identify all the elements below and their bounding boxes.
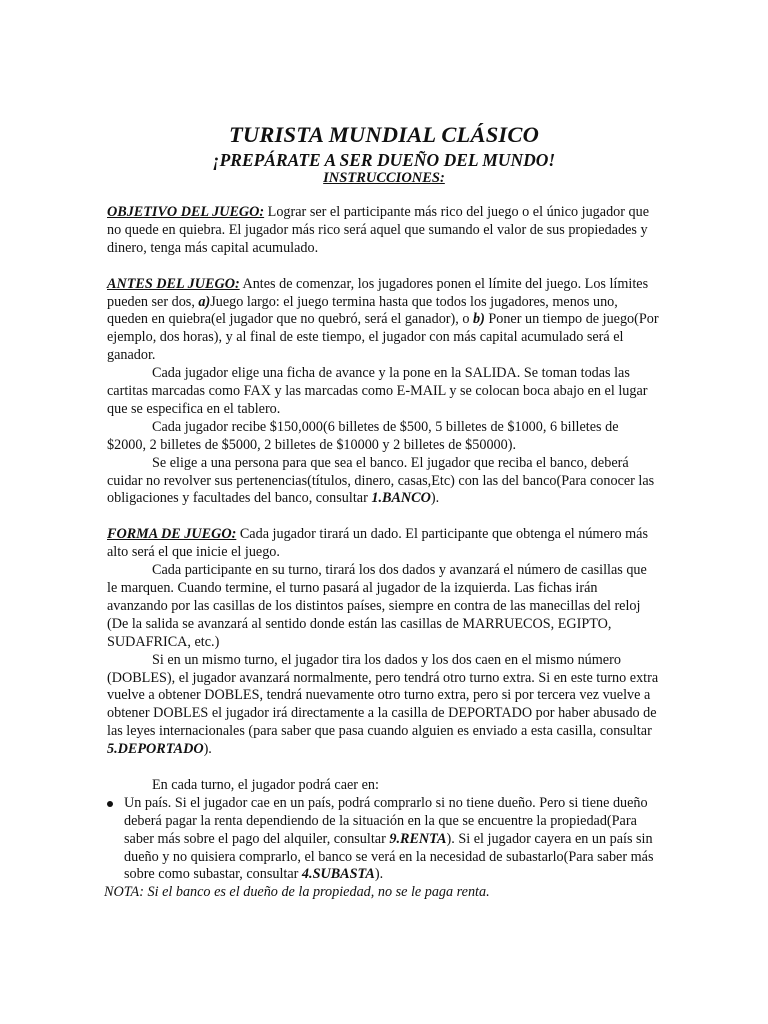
deportado-reference: 5.DEPORTADO <box>107 741 204 758</box>
forma-paragraph-1 <box>107 526 659 562</box>
forma-heading: FORMA DE JUEGO: <box>107 526 237 543</box>
document-body <box>104 204 659 902</box>
bullet-icon <box>107 801 113 807</box>
list-item <box>107 795 659 885</box>
forma-paragraph-4: En cada turno, el jugador podrá caer en: <box>152 776 379 793</box>
antes-paragraph-3: Cada jugador recibe $150,000(6 billetes de $500, 5 billetes de $1000, 6 billetes de $2000, 2 billetes de $5000, 2 billetes de $10000 y 2 billetes de $50000). <box>107 418 619 453</box>
antes-p4-text-a: Se elige a una persona para que sea el banco. El jugador que reciba el banco, deberá cuidar no revolver sus pertenencias(títulos, dinero, casas,Etc) con las del banco(Para conocer las obligaciones y facultades del banco, consultar <box>107 454 655 507</box>
antes-p4-text-b: ). <box>430 490 440 507</box>
antes-heading: ANTES DEL JUEGO: <box>107 275 240 292</box>
document-title: TURISTA MUNDIAL CLÁSICO <box>228 122 540 147</box>
option-a-label: a) <box>198 293 211 310</box>
bullet-text-b: ). Si el jugador cayera en un país sin dueño y no quisiera comprarlo, el banco se verá en la necesidad de subastarlo(Para saber más sobre como subastar, consultar <box>124 830 654 883</box>
bullet-text-a: Un país. Si el jugador cae en un país, podrá comprarlo si no tiene dueño. Pero si tiene dueño deberá pagar la renta dependiendo de la situación en la que se encuentre la propiedad(Para saber más sobre el pago del alquiler, consultar <box>124 794 648 847</box>
option-b-label: b) <box>472 311 485 328</box>
objetivo-paragraph <box>107 204 659 258</box>
forma-p3-text-b: ). <box>203 741 212 758</box>
nota-text: NOTA: Si el banco es el dueño de la propiedad, no se le paga renta. <box>104 884 490 901</box>
antes-text-a: Antes de comenzar, los jugadores ponen el límite del juego. Los límites pueden ser dos, <box>107 275 649 310</box>
objetivo-heading: OBJETIVO DEL JUEGO: <box>107 204 265 220</box>
turn-options-list <box>107 795 659 885</box>
forma-text: Cada jugador tirará un dado. El participante que obtenga el número más alto será el que inicie el juego. <box>107 526 648 561</box>
forma-paragraph-3 <box>107 652 659 759</box>
objetivo-text: Lograr ser el participante más rico del juego o el único jugador que no quede en quiebra. El jugador más rico será aquel que sumando el valor de sus propiedades y dinero, tenga más capital acumulado. <box>107 204 650 256</box>
antes-text-b: Juego largo: el juego termina hasta que todos los jugadores, menos uno, queden en quiebra(el jugador que no quebró, será el ganador), o <box>107 293 618 328</box>
bullet-text-c: ). <box>374 866 384 883</box>
antes-paragraph-2: Cada jugador elige una ficha de avance y la pone en la SALIDA. Se toman todas las cartitas marcadas como FAX y las marcadas como E-MAIL y se colocan boca abajo en el lugar que se especifica en el tablero. <box>107 365 648 417</box>
antes-text-c: Poner un tiempo de juego(Por ejemplo, dos horas), y al final de este tiempo, el jugador con más capital acumulado será el ganador. <box>107 311 659 364</box>
document-subtitle: ¡PREPÁRATE A SER DUEÑO DEL MUNDO! <box>212 150 556 170</box>
forma-paragraph-2: Cada participante en su turno, tirará los dos dados y avanzará el número de casillas que le marquen. Cuando termine, el turno pasará al jugador de la izquierda. Las fichas irán avanzando por las casillas de los distintos países, siempre en contra de las manecillas del reloj (De la salida se avanzará al sentido donde están las casillas de MARRUECOS, EGIPTO, SUDAFRICA, etc.) <box>107 562 647 650</box>
forma-p3-text-a: Si en un mismo turno, el jugador tira los dados y los dos caen en el mismo número (DOBLES), el jugador avanzará normalmente, pero tendrá otro turno extra. Si en este turno extra vuelve a obtener DOBLES, tendrá nuevamente otro turno extra, pero si por tercera vez vuelve a obtener DOBLES el jugador irá directamente a la casilla de DEPORTADO por haber abusado de las leyes internacionales (para saber que pasa cuando alguien es enviado a esta casilla, consultar <box>107 651 659 740</box>
instructions-heading: INSTRUCCIONES: <box>323 170 445 186</box>
antes-paragraph-1 <box>107 276 659 366</box>
banco-reference: 1.BANCO <box>371 490 431 507</box>
antes-paragraph-4 <box>107 455 659 509</box>
subasta-reference: 4.SUBASTA <box>301 866 375 883</box>
renta-reference: 9.RENTA <box>389 830 447 847</box>
